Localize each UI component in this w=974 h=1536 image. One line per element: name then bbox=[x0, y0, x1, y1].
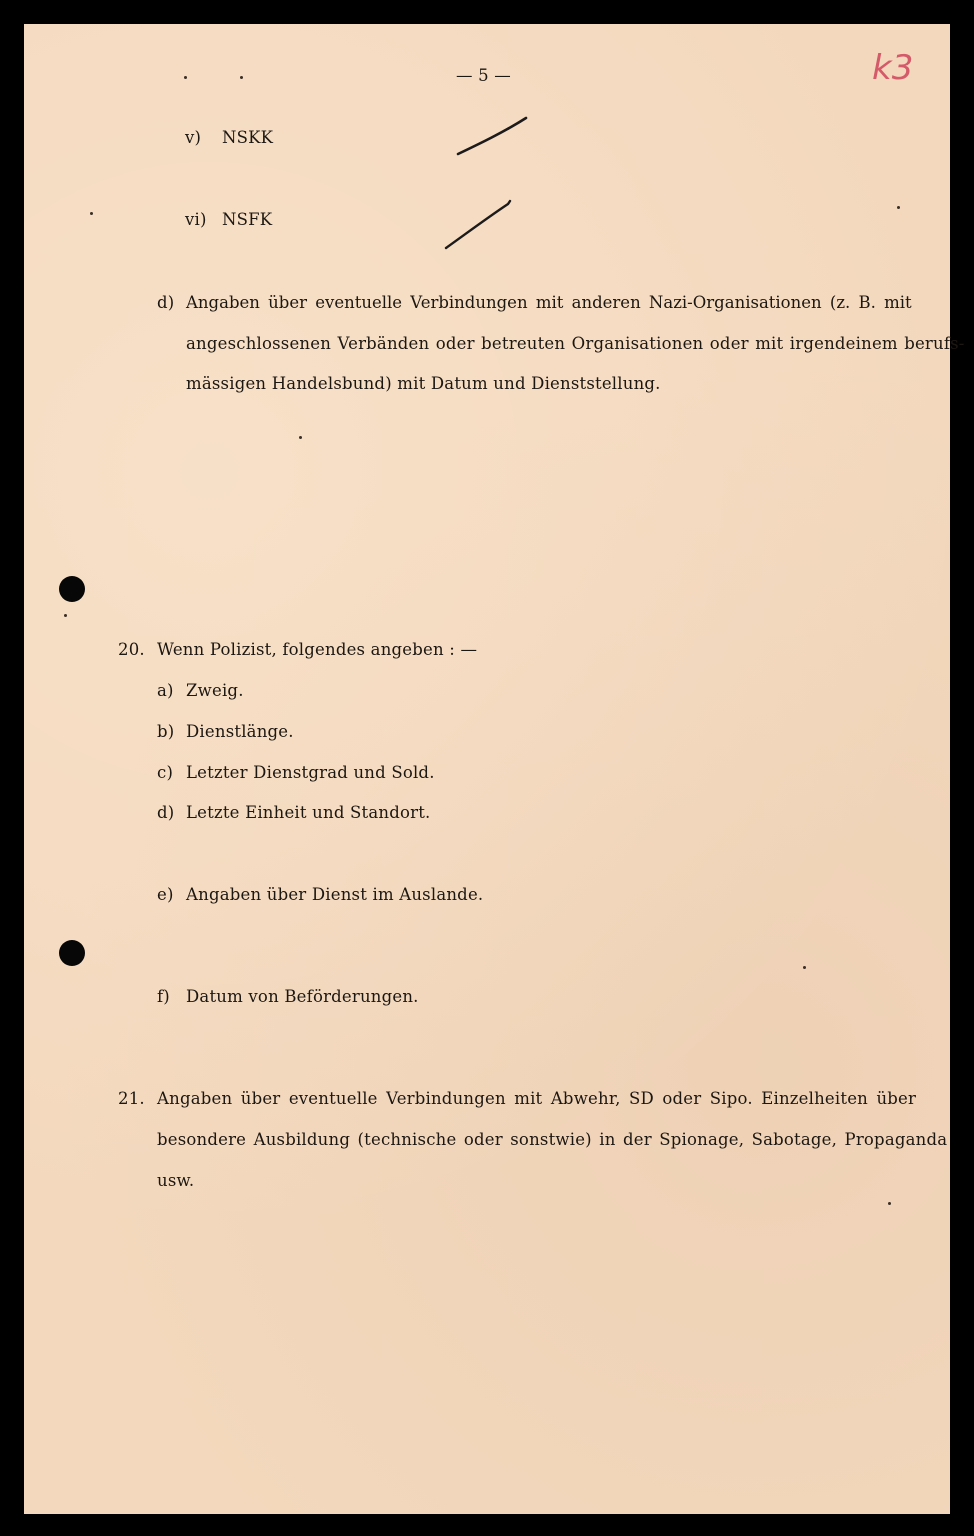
scan-speck bbox=[299, 436, 302, 439]
section-20-b-label: b) bbox=[157, 722, 175, 741]
item-d-line-2: angeschlossenen Verbänden oder betreuten Organisationen oder mit irgendeinem berufs- bbox=[186, 334, 965, 353]
scan-speck bbox=[897, 206, 900, 209]
scan-speck bbox=[64, 614, 67, 617]
section-20-f-text: Datum von Beförderungen. bbox=[186, 987, 419, 1006]
item-vi-label: vi) bbox=[185, 210, 207, 229]
section-20-a-label: a) bbox=[157, 681, 174, 700]
scan-speck bbox=[888, 1202, 891, 1205]
section-20-d-text: Letzte Einheit und Standort. bbox=[186, 803, 431, 822]
section-20-number: 20. bbox=[118, 640, 145, 659]
item-v-label: v) bbox=[185, 128, 202, 147]
section-20-f-label: f) bbox=[157, 987, 170, 1006]
scan-speck bbox=[90, 212, 93, 215]
section-20-c-text: Letzter Dienstgrad und Sold. bbox=[186, 763, 435, 782]
item-vi-text: NSFK bbox=[222, 210, 273, 229]
scan-speck bbox=[184, 76, 187, 79]
page-number: — 5 — bbox=[456, 66, 511, 85]
punch-hole bbox=[59, 576, 85, 602]
section-20-e-label: e) bbox=[157, 885, 174, 904]
handwritten-page-mark: k3 bbox=[872, 48, 914, 88]
section-20-d-label: d) bbox=[157, 803, 175, 822]
item-d-line-3: mässigen Handelsbund) mit Datum und Dienststellung. bbox=[186, 374, 661, 393]
scan-speck bbox=[803, 966, 806, 969]
item-v-text: NSKK bbox=[222, 128, 274, 147]
item-d-label: d) bbox=[157, 293, 175, 312]
section-21-line-3: usw. bbox=[157, 1171, 195, 1190]
item-d-line-1 bbox=[186, 293, 912, 312]
handwritten-dash-icon bbox=[454, 114, 534, 159]
section-20-a-text: Zweig. bbox=[186, 681, 244, 700]
scan-speck bbox=[240, 76, 243, 79]
section-20-c-label: c) bbox=[157, 763, 174, 782]
section-20-b-text: Dienstlänge. bbox=[186, 722, 294, 741]
punch-hole bbox=[59, 940, 85, 966]
document-page bbox=[24, 24, 965, 1514]
handwritten-dash-icon bbox=[442, 198, 522, 252]
section-20-heading: Wenn Polizist, folgendes angeben : — bbox=[157, 640, 478, 659]
section-21-line-2: besondere Ausbildung (technische oder sonstwie) in der Spionage, Sabotage, Propaganda bbox=[157, 1130, 948, 1149]
section-21-number: 21. bbox=[118, 1089, 145, 1108]
item-d-line-1-text: Angaben über eventuelle Verbindungen mit anderen Nazi-Organisationen (z. B. mit bbox=[186, 293, 912, 312]
section-20-e-text: Angaben über Dienst im Auslande. bbox=[186, 885, 484, 904]
section-21-line-1: Angaben über eventuelle Verbindungen mit Abwehr, SD oder Sipo. Einzelheiten über bbox=[157, 1089, 917, 1108]
